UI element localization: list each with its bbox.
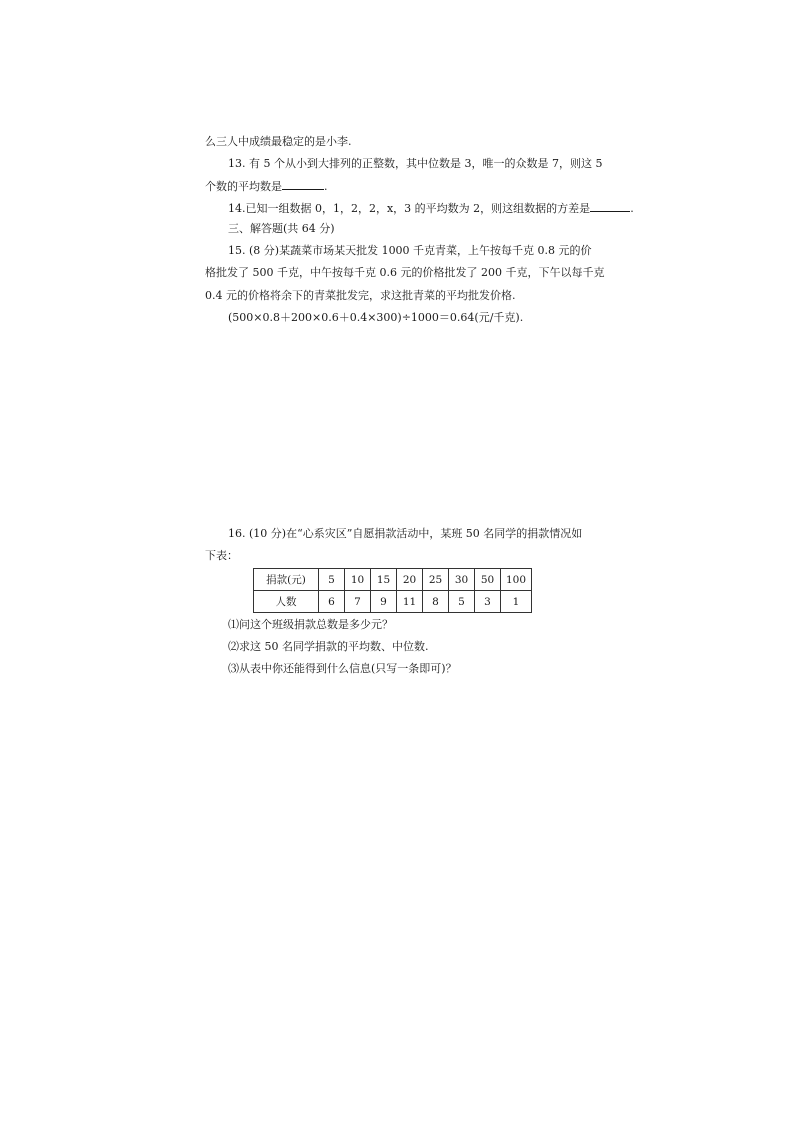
table-cell: 5: [449, 591, 475, 613]
table-header-cell: 人数: [254, 591, 319, 613]
question-16-line-2: 下表：: [205, 549, 238, 562]
question-14: [228, 201, 634, 216]
table-cell: 11: [397, 591, 423, 613]
donation-table: [253, 568, 532, 613]
answer-blank: [590, 201, 630, 212]
table-cell: 10: [345, 569, 371, 591]
question-16-line-1: 16. (10 分)在“心系灾区”自愿捐款活动中，某班 50 名同学的捐款情况如: [228, 527, 583, 540]
text-line: 么三人中成绩最稳定的是小李.: [205, 135, 352, 148]
question-16-part-3: ⑶从表中你还能得到什么信息(只写一条即可)？: [228, 662, 457, 675]
question-15-answer: (500×0.8＋200×0.6＋0.4×300)÷1000＝0.64(元/千克).: [228, 311, 524, 324]
question-13-text: 个数的平均数是: [205, 180, 282, 193]
question-15-line-1: 15. (8 分)某蔬菜市场某天批发 1000 千克青菜，上午按每千克 0.8 元的价: [228, 244, 592, 257]
table-cell: 50: [475, 569, 501, 591]
table-row: [254, 591, 532, 613]
question-16-part-2: ⑵求这 50 名同学捐款的平均数、中位数.: [228, 640, 429, 653]
question-13-line-1: 13. 有 5 个从小到大排列的正整数，其中位数是 3，唯一的众数是 7，则这 5: [228, 157, 603, 170]
table-cell: 7: [345, 591, 371, 613]
question-15-line-3: 0.4 元的价格将余下的青菜批发完，求这批青菜的平均批发价格.: [205, 289, 516, 302]
question-15-line-2: 格批发了 500 千克，中午按每千克 0.6 元的价格批发了 200 千克，下午以每千克: [205, 266, 605, 279]
table-cell: 25: [423, 569, 449, 591]
table-cell: 100: [501, 569, 532, 591]
question-14-text: 14.已知一组数据 0，1，2，2，x，3 的平均数为 2，则这组数据的方差是: [228, 202, 591, 215]
table-cell: 3: [475, 591, 501, 613]
answer-blank: [282, 179, 324, 190]
table-header-cell: 捐款(元): [254, 569, 319, 591]
section-heading: 三、解答题(共 64 分): [228, 222, 335, 235]
table-row: [254, 569, 532, 591]
table-cell: 30: [449, 569, 475, 591]
punctuation: .: [324, 180, 328, 193]
table-cell: 6: [319, 591, 345, 613]
table-cell: 9: [371, 591, 397, 613]
punctuation: .: [630, 202, 634, 215]
question-16-part-1: ⑴问这个班级捐款总数是多少元？: [228, 618, 393, 631]
table-cell: 8: [423, 591, 449, 613]
table-cell: 15: [371, 569, 397, 591]
table-cell: 20: [397, 569, 423, 591]
question-13-line-2: [205, 179, 328, 194]
table-cell: 1: [501, 591, 532, 613]
table-cell: 5: [319, 569, 345, 591]
